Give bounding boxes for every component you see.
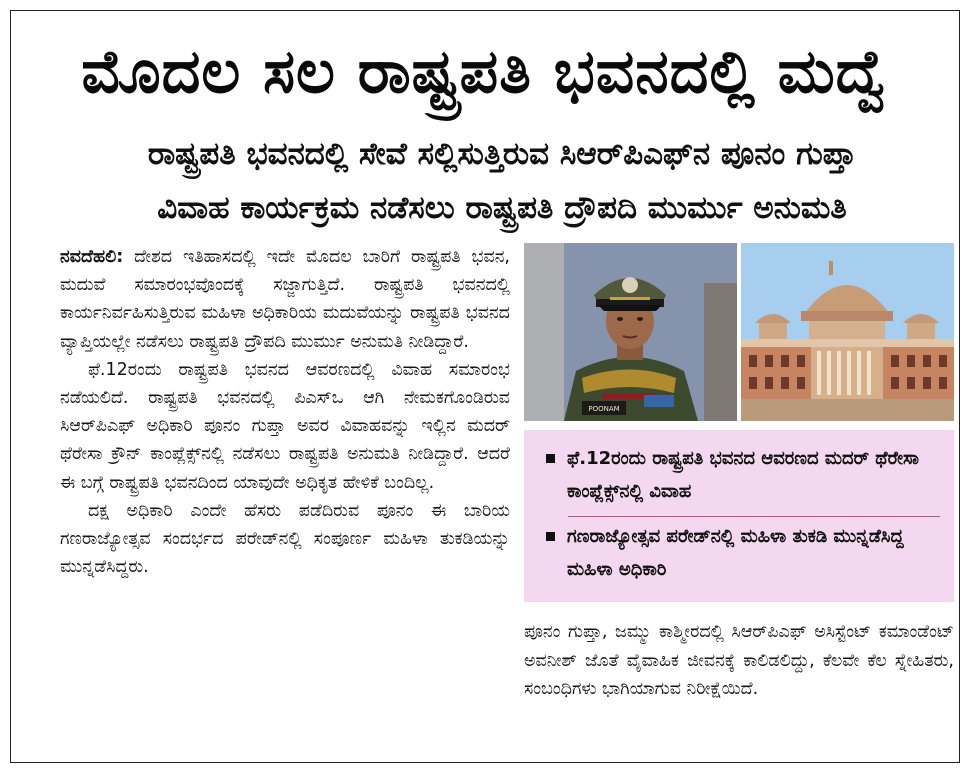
name-badge: POONAM [588, 405, 620, 413]
article-paragraph-3: ದಕ್ಷ ಅಧಿಕಾರಿ ಎಂದೇ ಹೆಸರು ಪಡೆದಿರುವ ಪೂನಂ ಈ ಬಾರಿಯ ಗಣರಾಜ್ಯೋತ್ಸವ ಸಂದರ್ಭದ ಪರೇಡ್‌ನಲ್ಲಿ ಸಂಪೂರ್ಣ ಮಹಿಳಾ ತುಕಡಿಯನ್ನು ಮುನ್ನಡೆಸಿದ್ದರು. [60, 500, 510, 578]
photo-strip [524, 243, 954, 421]
article-paragraph-4: ಪೂನಂ ಗುಪ್ತಾ, ಜಮ್ಮು ಕಾಶ್ಮೀರದಲ್ಲಿ ಸಿಆರ್‌ಪಿಎಫ್ ಅಸಿಸ್ಟೆಂಟ್ ಕಮಾಂಡೆಂಟ್ ಅವನೀಶ್ ಜೊತೆ ವೈವಾಹಿಕ ಜೀವನಕ್ಕೆ ಕಾಲಿಡಲಿದ್ದು, ಕೆಲವೇ ಕೆಲ ಸ್ನೇಹಿತರು, ಸಂಬಂಧಿಗಳು ಭಾಗಿಯಾಗುವ ನಿರೀಕ್ಷೆಯಿದೆ. [524, 622, 954, 699]
highlight-text-2: ಗಣರಾಜ್ಯೋತ್ಸವ ಪರೇಡ್‌ನಲ್ಲಿ ಮಹಿಳಾ ತುಕಡಿ ಮುನ್ನಡೆಸಿದ್ದ ಮಹಿಳಾ ಅಧಿಕಾರಿ [567, 526, 904, 580]
square-bullet-icon [546, 532, 555, 541]
dateline: ನವದೆಹಲಿ: [60, 247, 124, 267]
officer-illustration [524, 243, 737, 421]
officer-photo [524, 243, 737, 421]
highlight-text-1: ಫೆ.12ರಂದು ರಾಷ್ಟ್ರಪತಿ ಭವನದ ಆವರಣದ ಮದರ್ ಥೆರೇಸಾ ಕಾಂಪ್ಲೆಕ್ಸ್‌ನಲ್ಲಿ ವಿವಾಹ [567, 448, 919, 502]
highlight-divider [568, 516, 940, 517]
highlight-item [546, 520, 941, 586]
article-left-column [60, 243, 510, 581]
highlights-box [524, 430, 954, 602]
article-paragraph-2: ಫೆ.12ರಂದು ರಾಷ್ಟ್ರಪತಿ ಭವನದ ಆವರಣದಲ್ಲಿ ವಿವಾಹ ಸಮಾರಂಭ ನಡೆಯಲಿದೆ. ರಾಷ್ಟ್ರಪತಿ ಭವನದಲ್ಲಿ ಪಿಎಸ್‌ಒ ಆಗಿ ನೇಮಕಗೊಂಡಿರುವ ಸಿಆರ್‌ಪಿಎಫ್ ಅಧಿಕಾರಿ ಪೂನಂ ಗುಪ್ತಾ ಅವರ ವಿವಾಹವನ್ನು ಇಲ್ಲಿನ ಮದರ್ ಥೆರೇಸಾ ಕ್ರೌನ್ ಕಾಂಪ್ಲೆಕ್ಸ್‌ನಲ್ಲಿ ನಡೆಸಲು ರಾಷ್ಟ್ರಪತಿ ಅನುಮತಿ ನೀಡಿದ್ದಾರೆ. ಆದರೆ ಈ ಬಗ್ಗೆ ರಾಷ್ಟ್ರಪತಿ ಭವನದಿಂದ ಯಾವುದೇ ಅಧಿಕೃತ ಹೇಳಿಕೆ ಬಂದಿಲ್ಲ. [60, 359, 510, 493]
square-bullet-icon [546, 454, 555, 463]
headline: ಮೊದಲ ಸಲ ರಾಷ್ಟ್ರಪತಿ ಭವನದಲ್ಲಿ ಮದ್ವೆ [81, 37, 889, 107]
article-right-column [524, 618, 954, 704]
highlight-item [546, 442, 941, 508]
building-illustration [741, 243, 954, 421]
paragraph-1-text: ದೇಶದ ಇತಿಹಾಸದಲ್ಲಿ ಇದೇ ಮೊದಲ ಬಾರಿಗೆ ರಾಷ್ಟ್ರಪತಿ ಭವನ, ಮದುವೆ ಸಮಾರಂಭವೊಂದಕ್ಕೆ ಸಜ್ಜಾಗುತ್ತಿದೆ. ರಾಷ್ಟ್ರಪತಿ ಭವನದಲ್ಲಿ ಕಾರ್ಯನಿರ್ವಹಿಸುತ್ತಿರುವ ಮಹಿಳಾ ಅಧಿಕಾರಿಯ ಮದುವೆಯನ್ನು ರಾಷ್ಟ್ರಪತಿ ಭವನದ ವ್ಯಾಪ್ತಿಯಲ್ಲೇ ನಡೆಸಲು ರಾಷ್ಟ್ರಪತಿ ದ್ರೌಪದಿ ಮುರ್ಮು ಅನುಮತಿ ನೀಡಿದ್ದಾರೆ. [60, 247, 510, 352]
subheadline-line-1: ರಾಷ್ಟ್ರಪತಿ ಭವನದಲ್ಲಿ ಸೇವೆ ಸಲ್ಲಿಸುತ್ತಿರುವ ಸಿಆರ್‌ಪಿಎಫ್‌ನ ಪೂನಂ ಗುಪ್ತಾ [147, 135, 857, 172]
article-paragraph-1 [60, 243, 510, 356]
rashtrapati-bhavan-photo [741, 243, 954, 421]
subheadline-line-2: ವಿವಾಹ ಕಾರ್ಯಕ್ರಮ ನಡೆಸಲು ರಾಷ್ಟ್ರಪತಿ ದ್ರೌಪದಿ ಮುರ್ಮು ಅನುಮತಿ [157, 189, 847, 226]
